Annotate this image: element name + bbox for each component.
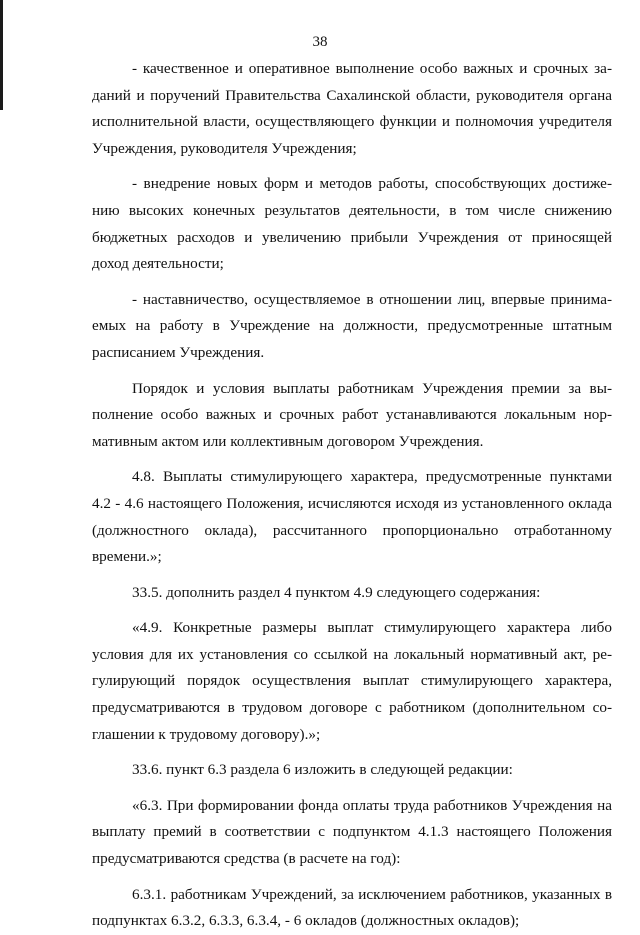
paragraph-6-3-1: 6.3.1. работникам Учреждений, за исключением работников, указанных в подпунктах 6.3.2, 6.3.3, 6.3.4, - 6 окладов (должностных окладов);: [92, 885, 612, 930]
paragraph-33-5: 33.5. дополнить раздел 4 пунктом 4.9 следующего содержания:: [132, 583, 541, 601]
paragraph-bonus-procedure: Порядок и условия выплаты работникам Учреждения премии за выполнение особо важных и срочных работ устанавливаются локальным нормативным актом или коллективным договором Учреждения.: [92, 379, 612, 450]
paragraph-4-8: 4.8. Выплаты стимулирующего характера, предусмотренные пунктами 4.2 - 4.6 настоящего Положения, исчисляются исходя из установленного оклада (должностного оклада), рассчитанного пропорционально отработанному времени.»;: [92, 468, 612, 566]
paragraph-4-9: «4.9. Конкретные размеры выплат стимулирующего характера либо условия для их установления со ссылкой на локальный нормативный акт, регулирующий порядок осуществления выплат стимулирующего характера, предусматриваются в трудовом договоре с работником (дополнительном соглашении к трудовому договору).»;: [92, 619, 612, 743]
paragraph-33-6: 33.6. пункт 6.3 раздела 6 изложить в следующей редакции:: [132, 761, 513, 779]
scan-edge-mark: [0, 0, 3, 110]
document-body: [92, 56, 612, 935]
paragraph-6-3: «6.3. При формировании фонда оплаты труда работников Учреждения на выплату премий в соответствии с подпунктом 4.1.3 настоящего Положения предусматриваются средства (в расчете на год):: [92, 796, 612, 868]
page-number: 38: [312, 34, 328, 50]
paragraph-bullet-quality: - качественное и оперативное выполнение особо важных и срочных заданий и поручений Правительства Сахалинской области, руководителя органа исполнительной власти, осуществляющего функции и полномочия учредителя Учреждения, руководителя Учреждения;: [92, 60, 612, 157]
paragraph-bullet-mentoring: - наставничество, осуществляемое в отношении лиц, впервые принимаемых на работу в Учреждение на должности, предусмотренные штатным расписанием Учреждения.: [92, 290, 612, 361]
paragraph-bullet-new-methods: - внедрение новых форм и методов работы, способствующих достижению высоких конечных результатов деятельности, в том числе снижению бюджетных расходов и увеличению прибыли Учреждения от приносящей доход деятельности;: [92, 175, 612, 273]
